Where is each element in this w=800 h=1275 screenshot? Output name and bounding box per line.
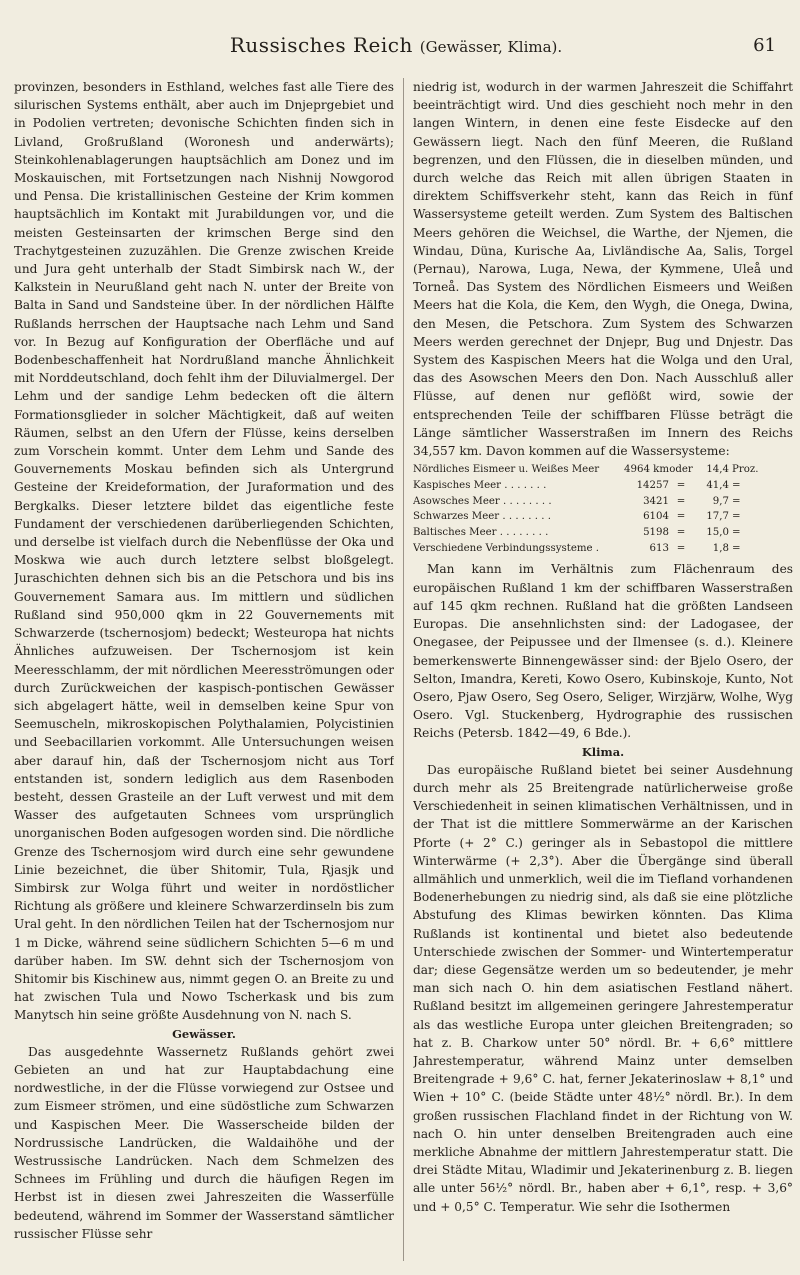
sea-name: Schwarzes Meer . . . . . . . . — [413, 511, 551, 523]
percent-value: 14,4 — [706, 464, 729, 476]
geology-paragraph: provinzen, besonders in Esthland, welches fast alle Tiere des silurischen Systems enthält, aber auch im Dnjeprgebiet und in Podolien vertreten; devonische Schichten finden sich in Livland, Großrußland (Woronesh und anderwärts); Steinkohlenablagerungen hauptsächlich am Donez und im Moskauischen, mit Fortsetzungen nach Nishnij Nowgorod und Pensa. Die kristallinischen Gesteine der Krim kommen hauptsächlich im Kontakt mit Jurabildungen vor, und die meisten Gesteinsarten der krimschen Berge sind den Trachytgesteinen zuzuzählen. Die Grenze zwischen Kreide und Jura geht unterhalb der Stadt Simbirsk nach W., der Kalkstein in Neurußland geht nach N. unter der Breite von Balta in Sand und Sandsteine über. In der nördlichen Hälfte Rußlands herrschen der Hauptsache nach Lehm und Sand vor. In Bezug auf Konfiguration der Oberfläche und auf Bodenbeschaffenheit hat Nordrußland manche Ähnlichkeit mit Norddeutschland, doch fehlt ihm der Diluvialmergel. Der Lehm und der sandige Lehm bedecken oft die ältern Formationsglieder in solcher Mächtigkeit, daß auf weiten Räumen, selbst an den Ufern der Flüsse, keins derselben zum Vorschein kommt. Unter dem Lehm und Sande des Gouvernements Moskau befinden sich als Untergrund Gesteine der Kreideformation, der Juraformation und des Bergkalks. Dieser letztere bildet das eigentliche feste Fundament der verschiedenen darüberliegenden Schichten, und derselbe ist vielfach durch die Nebenflüsse der Oka und Moskwa wie auch durch letztere selbst bloßgelegt. Juraschichten dehnen sich bis an die Petschora und bis ins Gouvernement Samara aus. Im mittlern und südlichen Rußland sind 950,000 qkm in 22 Gouvernements mit Schwarzerde (tschernosjom) bedeckt; Westeuropa hat nichts Ähnliches aufzuweisen. Der Tschernosjom ist kein Meeresschlamm, der mit nördlichen Meeresströmungen oder durch Zurückweichen der kaspisch-pontischen Gewässer sich abgelagert hätte, weil in demselben keine Spur von Seemuscheln, mikroskopischen Polythalamien, Polycistinien und Seebacillarien vorkommt. Alle Untersuchungen weisen aber darauf hin, daß der Tschernosjom nicht aus Torf entstanden ist, sondern lediglich aus dem Rasenboden besteht, dessen Grasteile an der Luft verwest und mit dem Wasser des aufgetauten Schnees vom ursprünglich unorganischen Boden aufgesogen worden sind. Die nördliche Grenze des Tschernosjom wird durch eine sehr gewundene Linie bezeichnet, die über Shitomir, Tula, Rjasjk und Simbirsk zur Wolga führt und weiter in nordöstlicher Richtung als größere und kleinere Schwarzerdinseln bis zum Ural geht. In den nördlichen Teilen hat der Tschernosjom nur 1 m Dicke, während seine südlichern Schichten 5—6 m und darüber haben. Im SW. dehnt sich der Tschernosjom von Shitomir bis Kischinew aus, nimmt gegen O. an Breite zu und hat zwischen Tula und Nowo Tscherkask und bis zum Manytsch hin seine größte Ausdehnung von N. nach S. — [14, 80, 394, 1023]
unit-text: = — [676, 495, 686, 507]
unit-text: = — [676, 511, 686, 523]
section-subtitle: (Gewässer, Klima). — [419, 38, 563, 56]
waters-continued-paragraph: niedrig ist, wodurch in der warmen Jahreszeit die Schiffahrt beeinträchtigt wird. Und dies geschieht noch mehr in den langen Wintern, in denen eine feste Eisdecke auf den Gewässern liegt. Nach den fünf Meeren, die Rußland begrenzen, und den Flüssen, die in dieselben münden, und durch welche das Reich mit allen übrigen Staaten in direktem Schiffsverkehr steht, kann das Reich in fünf Wassersysteme geteilt werden. Zum System des Baltischen Meers gehören die Weichsel, die Warthe, der Njemen, die Windau, Düna, Kurische Aa, Livländische Aa, Salis, Torgel (Pernau), Narowa, Luga, Newa, der Kymmene, Uleå und Torneå. Das System des Nördlichen Eismeers und Weißen Meers hat die Kola, die Kem, den Wygh, die Onega, Dwina, den Mesen, die Petschora. Zum System des Schwarzen Meers werden gerechnet der Dnjepr, Bug und Dnjestr. Das System des Kaspischen Meers hat die Wolga und den Ural, das des Asowschen Meers den Don. Nach Ausschluß aller Flüsse, auf denen nur geflößt wird, sowie der entsprechenden Teile der schiffbaren Flüsse beträgt die Länge sämtlicher Wasserstraßen im Innern des Reichs 34,557 km. Davon kommen auf die Wassersysteme: — [413, 80, 793, 459]
percent-suffix: = — [732, 511, 741, 523]
length-value: 3421 — [643, 495, 669, 507]
column-divider — [403, 78, 404, 1261]
body-columns — [14, 78, 793, 1261]
table-row — [413, 494, 793, 510]
percent-value: 1,8 — [712, 542, 729, 554]
table-row — [413, 525, 793, 541]
sea-name: Nördliches Eismeer u. Weißes Meer — [413, 464, 600, 476]
heading-klima: Klima. — [581, 744, 625, 759]
length-value: 5198 — [643, 527, 669, 539]
waters-paragraph: Das ausgedehnte Wassernetz Rußlands gehört zwei Gebieten an und hat zur Hauptabdachung eine nordwestliche, in der die Flüsse vorwiegend zur Ostsee und zum Eismeer strömen, und eine südöstliche zum Schwarzen und Kaspischen Meer. Die Wasserscheide bilden der Nordrussische Landrücken, die Waldaihöhe und der Westrussische Landrücken. Nach dem Schmelzen des Schnees im Frühling und durch die häufigen Regen im Herbst ist in diesen zwei Jahreszeiten die Wasserfülle bedeutend, während im Sommer der Wasserstand sämtlicher russischer Flüsse sehr — [14, 1044, 394, 1241]
unit-text: oder — [669, 464, 693, 476]
percent-suffix: = — [732, 527, 741, 539]
unit-text: = — [676, 542, 686, 554]
right-column — [413, 78, 793, 1261]
page-number: 61 — [753, 35, 776, 56]
climate-paragraph: Das europäische Rußland bietet bei seiner Ausdehnung durch mehr als 25 Breitengrade natürlicherweise große Verschiedenheit in seinen klimatischen Verhältnissen, und in der That ist die mittlere Sommerwärme an der Karischen Pforte (+ 2° C.) geringer als in Sebastopol die mittlere Winterwärme (+ 2,3°). Aber die Übergänge sind überall allmählich und unmerklich, weil die im Tiefland vorhandenen Bodenerhebungen zu niedrig sind, als daß sie eine plötzliche Abstufung des Klimas bewirken könnten. Das Klima Rußlands ist kontinental und bietet also bedeutende Unterschiede zwischen der Sommer- und Wintertemperatur dar; diese Gegensätze werden um so bedeutender, je mehr man sich nach O. hin dem asiatischen Festland nähert. Rußland besitzt im allgemeinen geringere Jahrestemperatur als das westliche Europa unter gleichen Breitengraden; so hat z. B. Charkow unter 50° nördl. Br. + 6,6° mittlere Jahrestemperatur, während Mainz unter demselben Breitengrade + 9,6° C. hat, ferner Jekaterinoslaw + 8,1° und Wien + 10° C. (beide Städte unter 48½° nördl. Br.). In dem großen russischen Flachland findet in der Richtung von W. nach O. hin unter denselben Breitengraden auch eine merkliche Abnahme der mittlern Jahrestemperatur statt. Die drei Städte Mitau, Wladimir und Jekaterinenburg z. B. liegen alle unter 56½° nördl. Br., haben aber + 6,1°, resp. + 3,6° und + 0,5° C. Temperatur. Wie sehr die Isothermen — [413, 762, 793, 1214]
sea-name: Kaspisches Meer . . . . . . . — [413, 479, 547, 491]
page-title: Russisches Reich — [229, 33, 413, 57]
left-column — [14, 78, 394, 1261]
unit-text: = — [676, 527, 686, 539]
waterway-table — [413, 462, 793, 556]
sea-name: Asowsches Meer . . . . . . . . — [413, 495, 552, 507]
percent-suffix: = — [732, 495, 741, 507]
sea-name: Verschiedene Verbindungssysteme . — [413, 542, 600, 554]
percent-value: 9,7 — [712, 495, 729, 507]
table-row — [413, 509, 793, 525]
percent-suffix: = — [732, 542, 741, 554]
percent-value: 17,7 — [706, 511, 729, 523]
table-row — [413, 478, 793, 494]
running-title — [14, 33, 778, 57]
heading-gewaesser: Gewässer. — [172, 1026, 236, 1041]
sea-name: Baltisches Meer . . . . . . . . — [413, 527, 549, 539]
table-row — [413, 462, 793, 478]
unit-text: = — [676, 479, 686, 491]
length-value: 613 — [649, 542, 669, 554]
table-row — [413, 541, 793, 557]
length-value: 4964 km — [624, 464, 669, 476]
running-header — [14, 30, 778, 70]
percent-value: 15,0 — [706, 527, 729, 539]
percent-suffix: Proz. — [732, 464, 759, 476]
length-value: 14257 — [636, 479, 669, 491]
lakes-paragraph: Man kann im Verhältnis zum Flächenraum des europäischen Rußland 1 km der schiffbaren Wasserstraßen auf 145 qkm rechnen. Rußland hat die größten Landseen Europas. Die ansehnlichsten sind: der Ladogasee, der Onegasee, der Peipussee und der Ilmensee (s. d.). Kleinere bemerkenswerte Binnengewässer sind: der Bjelo Osero, der Selton, Imandra, Kereti, Kowo Osero, Kubinskoje, Kunto, Not Osero, Pjaw Osero, Seg Osero, Seliger, Wirzjärw, Wolhe, Wyg Osero. Vgl. Stuckenberg, Hydrographie des russischen Reichs (Petersb. 1842—49, 6 Bde.). — [413, 562, 793, 741]
percent-suffix: = — [732, 479, 741, 491]
percent-value: 41,4 — [706, 479, 729, 491]
length-value: 6104 — [643, 511, 669, 523]
